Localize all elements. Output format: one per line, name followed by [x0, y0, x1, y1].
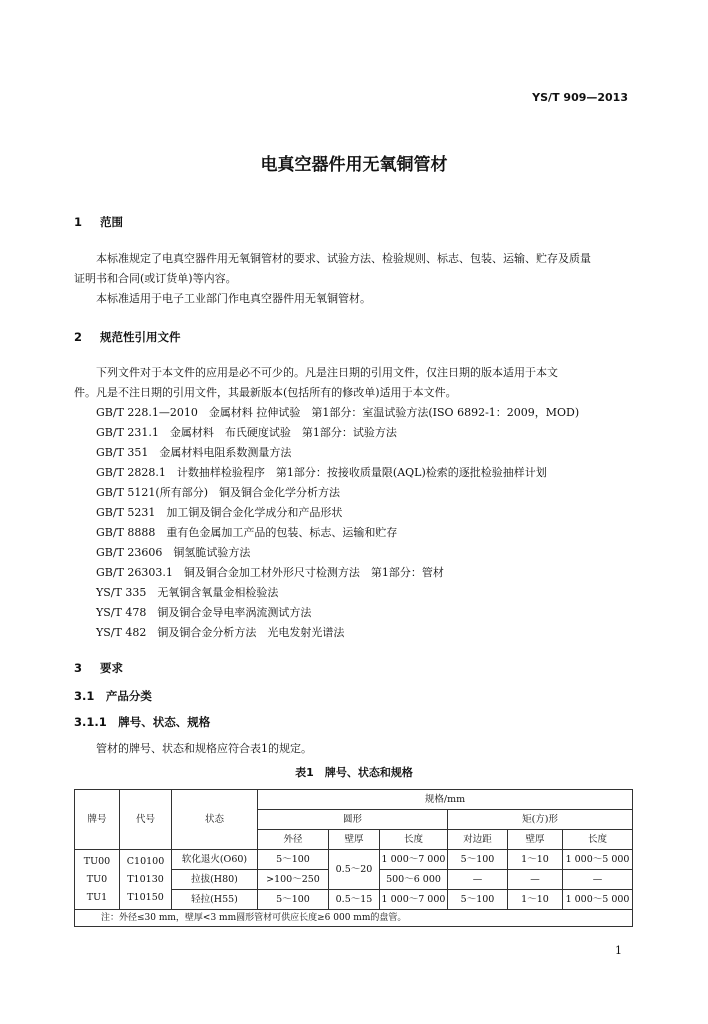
header-rect: 矩(方)形	[448, 810, 633, 830]
scope-applicability: 本标准适用于电子工业部门作电真空器件用无氧铜管材。	[96, 292, 371, 305]
section-1-heading	[74, 214, 123, 230]
header-length-rect: 长度	[563, 830, 633, 850]
section-3-heading	[74, 660, 123, 676]
temper-cell: 轻拉(H55)	[172, 890, 258, 910]
section-title: 牌号、状态、规格	[118, 715, 211, 729]
reference-item: GB/T 231.1 金属材料 布氏硬度试验 第1部分：试验方法	[96, 426, 397, 439]
header-length: 长度	[380, 830, 448, 850]
spec-table	[74, 789, 633, 927]
grade-item: TU00	[83, 855, 111, 867]
wall-merged-cell: 0.5～20	[329, 850, 380, 890]
table-reference-paragraph: 管材的牌号、状态和规格应符合表1的规定。	[96, 742, 312, 755]
scope-paragraph-line: 本标准规定了电真空器件用无氧铜管材的要求、试验方法、检验规则、标志、包装、运输、贮存及质量	[96, 252, 591, 265]
reference-item: YS/T 478 铜及铜合金导电率涡流测试方法	[96, 606, 312, 619]
across-cell: —	[448, 870, 508, 890]
reference-item: GB/T 5231 加工铜及铜合金化学成分和产品形状	[96, 506, 343, 519]
document-title: 电真空器件用无氧铜管材	[260, 155, 448, 175]
page-number: 1	[615, 944, 622, 957]
section-number: 3.1	[74, 689, 95, 703]
header-grade: 牌号	[75, 790, 120, 850]
reference-item: GB/T 26303.1 铜及铜合金加工材外形尺寸检测方法 第1部分：管材	[96, 566, 444, 579]
temper-cell: 拉拔(H80)	[172, 870, 258, 890]
length-rect-cell: 1 000～5 000	[563, 850, 633, 870]
length-cell: 1 000～7 000	[380, 850, 448, 870]
references-intro-line: 件。凡是不注日期的引用文件，其最新版本(包括所有的修改单)适用于本文件。	[74, 386, 457, 399]
section-title: 产品分类	[105, 689, 152, 703]
code-cell	[120, 850, 172, 910]
grade-item: TU0	[86, 873, 108, 885]
reference-item: GB/T 351 金属材料电阻系数测量方法	[96, 446, 292, 459]
across-cell: 5～100	[448, 850, 508, 870]
header-od: 外径	[258, 830, 329, 850]
section-3-1-heading	[74, 688, 152, 704]
length-cell: 1 000～7 000	[380, 890, 448, 910]
header-across-flats: 对边距	[448, 830, 508, 850]
section-number: 3	[74, 661, 83, 675]
code-item: T10130	[127, 873, 164, 885]
section-number: 3.1.1	[74, 715, 107, 729]
standard-code: YS/T 909—2013	[532, 91, 628, 104]
wall-cell: 0.5～15	[329, 890, 380, 910]
across-cell: 5～100	[448, 890, 508, 910]
reference-item: YS/T 482 铜及铜合金分析方法 光电发射光谱法	[96, 626, 345, 639]
header-spec: 规格/mm	[258, 790, 633, 810]
temper-cell: 软化退火(O60)	[172, 850, 258, 870]
reference-item: GB/T 2828.1 计数抽样检验程序 第1部分：按接收质量限(AQL)检索的逐批检验抽样计划	[96, 466, 547, 479]
grade-item: TU1	[86, 891, 108, 903]
header-code: 代号	[120, 790, 172, 850]
section-3-1-1-heading	[74, 714, 210, 730]
od-cell: 5～100	[258, 850, 329, 870]
references-intro-line: 下列文件对于本文件的应用是必不可少的。凡是注日期的引用文件，仅注日期的版本适用于本文	[96, 366, 558, 379]
code-item: C10100	[126, 855, 165, 867]
section-number: 1	[74, 215, 83, 229]
reference-item: GB/T 228.1—2010 金属材料 拉伸试验 第1部分：室温试验方法(ISO 6892-1：2009，MOD)	[96, 406, 580, 419]
section-title: 要求	[100, 661, 123, 675]
reference-item: GB/T 23606 铜氢脆试验方法	[96, 546, 251, 559]
reference-item: GB/T 5121(所有部分) 铜及铜合金化学分析方法	[96, 486, 340, 499]
wall-rect-cell: 1～10	[508, 850, 563, 870]
section-title: 规范性引用文件	[100, 330, 181, 344]
reference-item: YS/T 335 无氧铜含氧量金相检验法	[96, 586, 279, 599]
length-rect-cell: 1 000～5 000	[563, 890, 633, 910]
od-cell: 5～100	[258, 890, 329, 910]
length-rect-cell: —	[563, 870, 633, 890]
scope-paragraph-line: 证明书和合同(或订货单)等内容。	[74, 272, 237, 285]
header-temper: 状态	[172, 790, 258, 850]
code-item: T10150	[127, 891, 164, 903]
header-wall: 壁厚	[329, 830, 380, 850]
header-round: 圆形	[258, 810, 448, 830]
table-caption: 表1 牌号、状态和规格	[295, 766, 413, 779]
header-wall-rect: 壁厚	[508, 830, 563, 850]
section-number: 2	[74, 330, 83, 344]
table-note: 注：外径≤30 mm，壁厚<3 mm圆形管材可供应长度≥6 000 mm的盘管。	[75, 910, 633, 927]
od-cell: >100～250	[258, 870, 329, 890]
length-cell: 500～6 000	[380, 870, 448, 890]
section-2-heading	[74, 329, 181, 345]
wall-rect-cell: —	[508, 870, 563, 890]
section-title: 范围	[100, 215, 123, 229]
wall-rect-cell: 1～10	[508, 890, 563, 910]
reference-item: GB/T 8888 重有色金属加工产品的包装、标志、运输和贮存	[96, 526, 398, 539]
grade-cell	[75, 850, 120, 910]
